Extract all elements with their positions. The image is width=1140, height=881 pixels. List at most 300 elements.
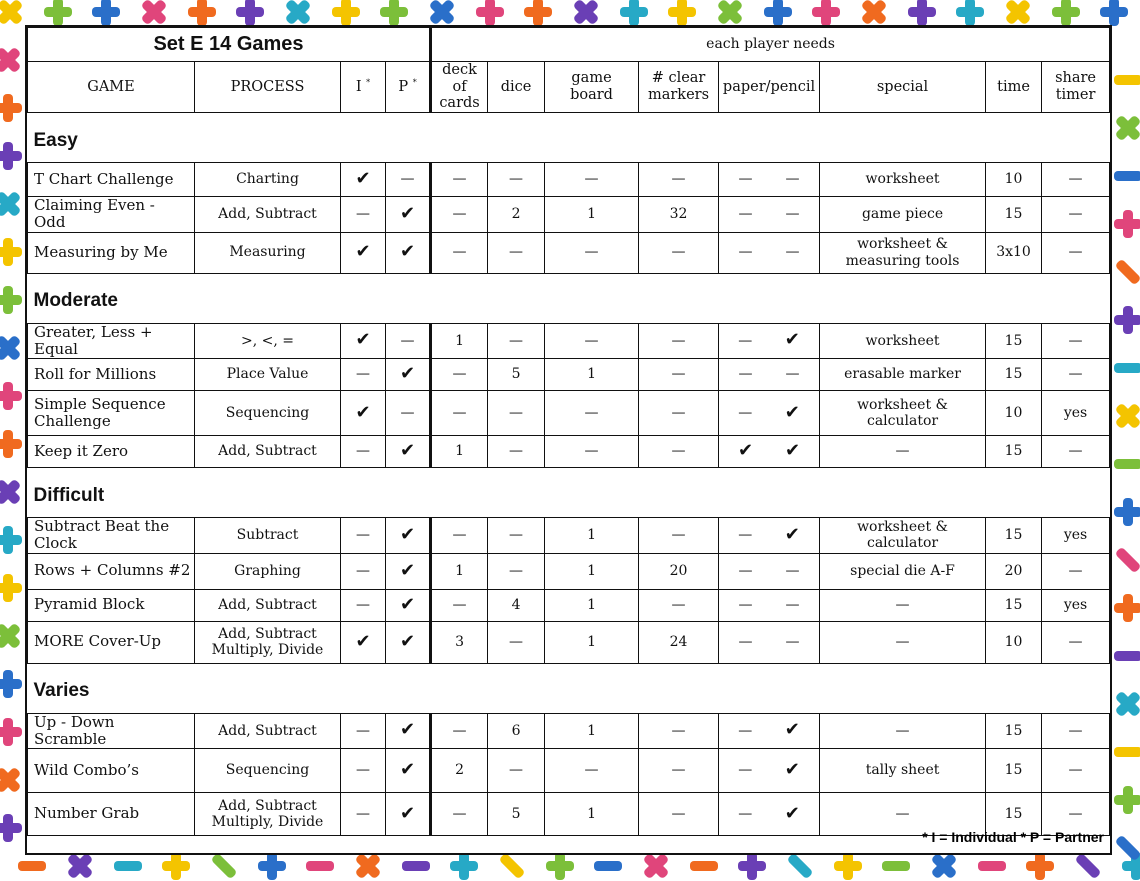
time-cell: 15 bbox=[986, 589, 1042, 621]
share-timer-cell: — bbox=[1042, 197, 1110, 233]
time-cell: 15 bbox=[986, 323, 1042, 359]
game-name: Keep it Zero bbox=[28, 436, 195, 468]
col-header-paper-pencil: paper/pencil bbox=[719, 62, 820, 113]
markers-cell: — bbox=[639, 518, 719, 554]
col-header-board: game board bbox=[545, 62, 639, 113]
special-cell: — bbox=[820, 436, 986, 468]
table-title-cell bbox=[28, 28, 431, 62]
share-timer-cell: yes bbox=[1042, 391, 1110, 436]
dice-cell: — bbox=[488, 163, 545, 197]
process-cell: Sequencing bbox=[195, 749, 341, 793]
confetti-plus-icon bbox=[0, 718, 22, 746]
confetti-plus-icon bbox=[668, 0, 696, 26]
confetti-plus-icon bbox=[0, 328, 28, 368]
deck-cell: — bbox=[431, 589, 488, 621]
pencil-mark: — bbox=[785, 596, 800, 613]
pencil-mark: — bbox=[785, 171, 800, 188]
paper-mark: — bbox=[738, 404, 753, 421]
individual-cell: — bbox=[341, 518, 386, 554]
pencil-mark: — bbox=[785, 633, 800, 650]
dice-cell: 6 bbox=[488, 713, 545, 749]
markers-cell: — bbox=[639, 793, 719, 836]
markers-cell: — bbox=[639, 163, 719, 197]
dice-cell: 2 bbox=[488, 197, 545, 233]
section-title: Varies bbox=[28, 663, 1110, 713]
table-row bbox=[28, 749, 1110, 793]
board-cell: — bbox=[545, 391, 639, 436]
time-cell: 3x10 bbox=[986, 232, 1042, 273]
confetti-plus-icon bbox=[764, 0, 792, 26]
individual-cell: — bbox=[341, 436, 386, 468]
time-cell: 15 bbox=[986, 713, 1042, 749]
partner-cell: ✔ bbox=[386, 713, 431, 749]
individual-cell: — bbox=[341, 793, 386, 836]
paper-mark: — bbox=[738, 596, 753, 613]
dice-cell: 4 bbox=[488, 589, 545, 621]
confetti-plus-icon bbox=[44, 0, 72, 26]
confetti-plus-icon bbox=[1114, 747, 1140, 757]
confetti-plus-icon bbox=[1075, 853, 1102, 880]
special-cell: — bbox=[820, 793, 986, 836]
table-row bbox=[28, 713, 1110, 749]
deck-cell: 1 bbox=[431, 553, 488, 589]
individual-cell: — bbox=[341, 359, 386, 391]
confetti-plus-icon bbox=[1114, 363, 1140, 373]
section-row bbox=[28, 273, 1110, 323]
share-timer-cell: — bbox=[1042, 232, 1110, 273]
table-row bbox=[28, 232, 1110, 273]
time-cell: 15 bbox=[986, 518, 1042, 554]
table-row bbox=[28, 518, 1110, 554]
dice-cell: — bbox=[488, 621, 545, 663]
special-cell: tally sheet bbox=[820, 749, 986, 793]
board-cell: — bbox=[545, 163, 639, 197]
footnote: * I = Individual * P = Partner bbox=[922, 829, 1104, 845]
share-timer-cell: — bbox=[1042, 713, 1110, 749]
board-cell: 1 bbox=[545, 621, 639, 663]
dice-cell: — bbox=[488, 323, 545, 359]
table-row bbox=[28, 436, 1110, 468]
board-cell: — bbox=[545, 749, 639, 793]
time-cell: 15 bbox=[986, 749, 1042, 793]
deck-cell: — bbox=[431, 713, 488, 749]
time-cell: 20 bbox=[986, 553, 1042, 589]
paper-mark: — bbox=[738, 366, 753, 383]
confetti-plus-icon bbox=[1114, 306, 1140, 334]
confetti-plus-icon bbox=[450, 852, 478, 880]
paper-mark: — bbox=[738, 762, 753, 779]
table-row bbox=[28, 391, 1110, 436]
confetti-plus-icon bbox=[882, 861, 910, 871]
confetti-plus-icon bbox=[0, 760, 28, 800]
game-name: Subtract Beat the Clock bbox=[28, 518, 195, 554]
process-cell: Add, Subtract Multiply, Divide bbox=[195, 621, 341, 663]
paper-mark: ✔ bbox=[737, 440, 754, 462]
markers-cell: 20 bbox=[639, 553, 719, 589]
share-timer-cell: — bbox=[1042, 359, 1110, 391]
confetti-plus-icon bbox=[546, 852, 574, 880]
table-row bbox=[28, 589, 1110, 621]
markers-cell: — bbox=[639, 749, 719, 793]
individual-cell: — bbox=[341, 553, 386, 589]
col-header-deck: deck of cards bbox=[431, 62, 488, 113]
partner-cell: ✔ bbox=[386, 359, 431, 391]
game-name: Claiming Even - Odd bbox=[28, 197, 195, 233]
process-cell: >, <, = bbox=[195, 323, 341, 359]
paper-pencil-cell bbox=[719, 163, 820, 197]
special-cell: worksheet bbox=[820, 163, 986, 197]
board-cell: 1 bbox=[545, 518, 639, 554]
section-row bbox=[28, 663, 1110, 713]
paper-mark: — bbox=[738, 171, 753, 188]
game-name: Number Grab bbox=[28, 793, 195, 836]
special-cell: special die A-F bbox=[820, 553, 986, 589]
paper-mark: — bbox=[738, 332, 753, 349]
dice-cell: — bbox=[488, 436, 545, 468]
individual-cell: — bbox=[341, 589, 386, 621]
confetti-plus-icon bbox=[738, 852, 766, 880]
confetti-plus-icon bbox=[258, 852, 286, 880]
col-header-game: GAME bbox=[28, 62, 195, 113]
game-name: Measuring by Me bbox=[28, 232, 195, 273]
process-cell: Add, Subtract bbox=[195, 436, 341, 468]
individual-cell: ✔ bbox=[341, 391, 386, 436]
confetti-plus-icon bbox=[812, 0, 840, 26]
board-cell: — bbox=[545, 436, 639, 468]
game-name: T Chart Challenge bbox=[28, 163, 195, 197]
confetti-plus-icon bbox=[0, 94, 22, 122]
board-cell: 1 bbox=[545, 359, 639, 391]
dice-cell: 5 bbox=[488, 359, 545, 391]
confetti-plus-icon bbox=[1100, 0, 1128, 26]
board-cell: 1 bbox=[545, 589, 639, 621]
dice-cell: — bbox=[488, 391, 545, 436]
partner-cell: ✔ bbox=[386, 553, 431, 589]
partner-cell: ✔ bbox=[386, 793, 431, 836]
confetti-plus-icon bbox=[0, 814, 22, 842]
partner-cell: — bbox=[386, 163, 431, 197]
confetti-plus-icon bbox=[0, 184, 28, 224]
special-cell: — bbox=[820, 621, 986, 663]
share-timer-cell: yes bbox=[1042, 518, 1110, 554]
header-row bbox=[28, 62, 1110, 113]
deck-cell: — bbox=[431, 197, 488, 233]
special-cell: worksheet bbox=[820, 323, 986, 359]
deck-cell: 1 bbox=[431, 323, 488, 359]
game-name: Greater, Less + Equal bbox=[28, 323, 195, 359]
confetti-plus-icon bbox=[690, 861, 718, 871]
game-name: Pyramid Block bbox=[28, 589, 195, 621]
dice-cell: 5 bbox=[488, 793, 545, 836]
deck-cell: — bbox=[431, 391, 488, 436]
pencil-mark: ✔ bbox=[784, 523, 800, 545]
deck-cell: — bbox=[431, 793, 488, 836]
time-cell: 15 bbox=[986, 436, 1042, 468]
confetti-plus-icon bbox=[1115, 835, 1140, 862]
col-header-share-timer: share timer bbox=[1042, 62, 1110, 113]
confetti-plus-icon bbox=[1108, 108, 1140, 148]
deck-cell: — bbox=[431, 163, 488, 197]
confetti-plus-icon bbox=[1026, 852, 1054, 880]
markers-cell: 32 bbox=[639, 197, 719, 233]
confetti-plus-icon bbox=[0, 142, 22, 170]
confetti-plus-icon bbox=[1108, 684, 1140, 724]
pencil-mark: ✔ bbox=[784, 719, 800, 741]
confetti-plus-icon bbox=[1115, 259, 1140, 286]
individual-cell: — bbox=[341, 749, 386, 793]
partner-cell: ✔ bbox=[386, 197, 431, 233]
partner-cell: — bbox=[386, 391, 431, 436]
partner-cell: ✔ bbox=[386, 232, 431, 273]
col-header-time: time bbox=[986, 62, 1042, 113]
deck-cell: 3 bbox=[431, 621, 488, 663]
individual-cell: — bbox=[341, 713, 386, 749]
confetti-plus-icon bbox=[0, 670, 22, 698]
process-cell: Add, Subtract Multiply, Divide bbox=[195, 793, 341, 836]
special-cell: game piece bbox=[820, 197, 986, 233]
confetti-plus-icon bbox=[92, 0, 120, 26]
partner-cell: ✔ bbox=[386, 518, 431, 554]
share-timer-cell: — bbox=[1042, 436, 1110, 468]
confetti-plus-icon bbox=[380, 0, 408, 26]
process-cell: Graphing bbox=[195, 553, 341, 589]
table-row bbox=[28, 553, 1110, 589]
special-cell: — bbox=[820, 589, 986, 621]
paper-pencil-cell bbox=[719, 793, 820, 836]
dice-cell: — bbox=[488, 232, 545, 273]
section-title: Easy bbox=[28, 113, 1110, 163]
confetti-plus-icon bbox=[0, 616, 28, 656]
markers-cell: — bbox=[639, 232, 719, 273]
markers-cell: — bbox=[639, 436, 719, 468]
markers-cell: — bbox=[639, 391, 719, 436]
col-header-special: special bbox=[820, 62, 986, 113]
deck-cell: 1 bbox=[431, 436, 488, 468]
share-timer-cell: yes bbox=[1042, 589, 1110, 621]
confetti-plus-icon bbox=[0, 430, 22, 458]
pencil-mark: — bbox=[785, 244, 800, 261]
partner-cell: ✔ bbox=[386, 621, 431, 663]
games-table bbox=[27, 27, 1110, 836]
special-cell: — bbox=[820, 713, 986, 749]
paper-mark: — bbox=[738, 722, 753, 739]
group-header: each player needs bbox=[431, 28, 1110, 62]
col-header-process: PROCESS bbox=[195, 62, 341, 113]
process-cell: Add, Subtract bbox=[195, 589, 341, 621]
confetti-plus-icon bbox=[1115, 547, 1140, 574]
section-row bbox=[28, 468, 1110, 518]
section-title: Difficult bbox=[28, 468, 1110, 518]
paper-pencil-cell bbox=[719, 713, 820, 749]
dice-cell: — bbox=[488, 518, 545, 554]
markers-cell: — bbox=[639, 359, 719, 391]
paper-pencil-cell bbox=[719, 518, 820, 554]
confetti-plus-icon bbox=[332, 0, 360, 26]
share-timer-cell: — bbox=[1042, 621, 1110, 663]
confetti-plus-icon bbox=[908, 0, 936, 26]
section-row bbox=[28, 113, 1110, 163]
pencil-mark: ✔ bbox=[784, 802, 800, 824]
process-cell: Place Value bbox=[195, 359, 341, 391]
confetti-plus-icon bbox=[476, 0, 504, 26]
individual-cell: ✔ bbox=[341, 323, 386, 359]
pencil-mark: ✔ bbox=[784, 329, 800, 351]
individual-cell: — bbox=[341, 197, 386, 233]
time-cell: 10 bbox=[986, 621, 1042, 663]
partner-cell: ✔ bbox=[386, 749, 431, 793]
confetti-plus-icon bbox=[0, 472, 28, 512]
confetti-plus-icon bbox=[956, 0, 984, 26]
table-row bbox=[28, 621, 1110, 663]
paper-pencil-cell bbox=[719, 553, 820, 589]
deck-cell: — bbox=[431, 359, 488, 391]
confetti-plus-icon bbox=[1114, 171, 1140, 181]
individual-cell: ✔ bbox=[341, 163, 386, 197]
confetti-plus-icon bbox=[1114, 210, 1140, 238]
confetti-plus-icon bbox=[211, 853, 238, 880]
individual-cell: ✔ bbox=[341, 232, 386, 273]
process-cell: Measuring bbox=[195, 232, 341, 273]
confetti-plus-icon bbox=[1114, 594, 1140, 622]
share-timer-cell: — bbox=[1042, 749, 1110, 793]
table-row bbox=[28, 197, 1110, 233]
share-timer-cell: — bbox=[1042, 793, 1110, 836]
markers-cell: — bbox=[639, 589, 719, 621]
confetti-plus-icon bbox=[499, 853, 526, 880]
confetti-plus-icon bbox=[524, 0, 552, 26]
col-header-dice: dice bbox=[488, 62, 545, 113]
time-cell: 10 bbox=[986, 391, 1042, 436]
board-cell: 1 bbox=[545, 793, 639, 836]
confetti-plus-icon bbox=[1114, 786, 1140, 814]
partner-cell: ✔ bbox=[386, 589, 431, 621]
confetti-plus-icon bbox=[0, 526, 22, 554]
deck-cell: — bbox=[431, 518, 488, 554]
paper-pencil-cell bbox=[719, 323, 820, 359]
table-row bbox=[28, 359, 1110, 391]
confetti-plus-icon bbox=[1108, 396, 1140, 436]
confetti-plus-icon bbox=[1114, 459, 1140, 469]
board-cell: — bbox=[545, 323, 639, 359]
paper-pencil-cell bbox=[719, 436, 820, 468]
confetti-plus-icon bbox=[620, 0, 648, 26]
game-name: MORE Cover-Up bbox=[28, 621, 195, 663]
section-title: Moderate bbox=[28, 273, 1110, 323]
paper-pencil-cell bbox=[719, 391, 820, 436]
confetti-plus-icon bbox=[162, 852, 190, 880]
title-row bbox=[28, 28, 1110, 62]
pencil-mark: — bbox=[785, 206, 800, 223]
board-cell: 1 bbox=[545, 713, 639, 749]
confetti-plus-icon bbox=[0, 286, 22, 314]
confetti-plus-icon bbox=[1114, 498, 1140, 526]
time-cell: 15 bbox=[986, 197, 1042, 233]
special-cell: worksheet & calculator bbox=[820, 391, 986, 436]
confetti-plus-icon bbox=[0, 382, 22, 410]
pencil-mark: — bbox=[785, 366, 800, 383]
time-cell: 15 bbox=[986, 359, 1042, 391]
board-cell: — bbox=[545, 232, 639, 273]
game-name: Rows + Columns #2 bbox=[28, 553, 195, 589]
markers-cell: 24 bbox=[639, 621, 719, 663]
paper-pencil-cell bbox=[719, 621, 820, 663]
confetti-plus-icon bbox=[18, 861, 46, 871]
table-row bbox=[28, 163, 1110, 197]
pencil-mark: — bbox=[785, 562, 800, 579]
confetti-plus-icon bbox=[1052, 0, 1080, 26]
partner-cell: — bbox=[386, 323, 431, 359]
paper-pencil-cell bbox=[719, 359, 820, 391]
game-name: Up - Down Scramble bbox=[28, 713, 195, 749]
confetti-plus-icon bbox=[834, 852, 862, 880]
col-header-individual: I * bbox=[341, 62, 386, 113]
confetti-plus-icon bbox=[114, 861, 142, 871]
deck-cell: 2 bbox=[431, 749, 488, 793]
confetti-plus-icon bbox=[306, 861, 334, 871]
col-header-markers: # clear markers bbox=[639, 62, 719, 113]
board-cell: 1 bbox=[545, 197, 639, 233]
pencil-mark: ✔ bbox=[784, 440, 801, 462]
confetti-plus-icon bbox=[1114, 651, 1140, 661]
table-row bbox=[28, 323, 1110, 359]
paper-pencil-cell bbox=[719, 589, 820, 621]
paper-mark: — bbox=[738, 562, 753, 579]
paper-mark: — bbox=[738, 527, 753, 544]
game-name: Wild Combo’s bbox=[28, 749, 195, 793]
confetti-plus-icon bbox=[236, 0, 264, 26]
markers-cell: — bbox=[639, 713, 719, 749]
share-timer-cell: — bbox=[1042, 553, 1110, 589]
game-name: Roll for Millions bbox=[28, 359, 195, 391]
paper-pencil-cell bbox=[719, 197, 820, 233]
paper-mark: — bbox=[738, 805, 753, 822]
share-timer-cell: — bbox=[1042, 323, 1110, 359]
process-cell: Charting bbox=[195, 163, 341, 197]
game-name: Simple Sequence Challenge bbox=[28, 391, 195, 436]
time-cell: 15 bbox=[986, 793, 1042, 836]
partner-cell: ✔ bbox=[386, 436, 431, 468]
confetti-plus-icon bbox=[402, 861, 430, 871]
confetti-plus-icon bbox=[0, 40, 28, 80]
confetti-plus-icon bbox=[188, 0, 216, 26]
col-header-partner: P * bbox=[386, 62, 431, 113]
paper-mark: — bbox=[738, 633, 753, 650]
individual-cell: ✔ bbox=[341, 621, 386, 663]
process-cell: Add, Subtract bbox=[195, 197, 341, 233]
confetti-plus-icon bbox=[978, 861, 1006, 871]
confetti-plus-icon bbox=[1114, 75, 1140, 85]
paper-mark: — bbox=[738, 206, 753, 223]
process-cell: Sequencing bbox=[195, 391, 341, 436]
dice-cell: — bbox=[488, 553, 545, 589]
paper-pencil-cell bbox=[719, 749, 820, 793]
share-timer-cell: — bbox=[1042, 163, 1110, 197]
special-cell: worksheet & calculator bbox=[820, 518, 986, 554]
games-sheet bbox=[25, 25, 1112, 855]
dice-cell: — bbox=[488, 749, 545, 793]
board-cell: 1 bbox=[545, 553, 639, 589]
paper-mark: — bbox=[738, 244, 753, 261]
special-cell: worksheet & measuring tools bbox=[820, 232, 986, 273]
time-cell: 10 bbox=[986, 163, 1042, 197]
confetti-plus-icon bbox=[0, 574, 22, 602]
process-cell: Add, Subtract bbox=[195, 713, 341, 749]
confetti-plus-icon bbox=[0, 238, 22, 266]
confetti-plus-icon bbox=[594, 861, 622, 871]
pencil-mark: ✔ bbox=[784, 401, 800, 423]
special-cell: erasable marker bbox=[820, 359, 986, 391]
pencil-mark: ✔ bbox=[784, 759, 800, 781]
